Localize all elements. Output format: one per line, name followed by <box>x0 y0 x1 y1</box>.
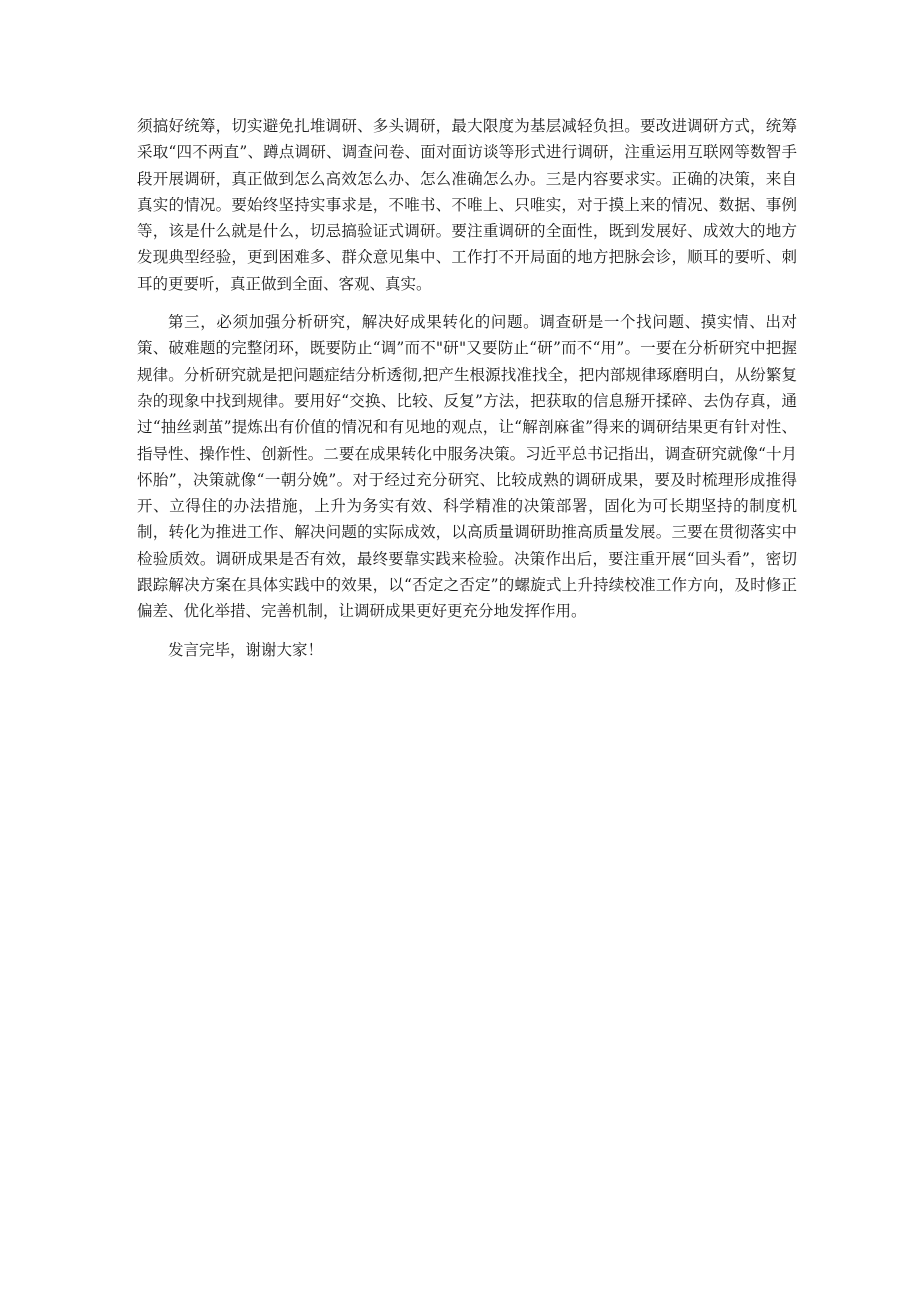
paragraph-closing: 发言完毕，谢谢大家！ <box>168 640 324 659</box>
paragraph-continuation: 须搞好统筹，切实避免扎堆调研、多头调研，最大限度为基层减轻负担。要改进调研方式，统筹采取“四不两直”、蹲点调研、调查问卷、面对面访谈等形式进行调研，注重运用互联网等数智手段开展调研，真正做到怎么高效怎么办、怎么准确怎么办。三是内容要求实。正确的决策，来自真实的情况。要始终坚持实事求是，不唯书、不唯上、只唯实，对于摸上来的情况、数据、事例等，该是什么就是什么，切忌搞验证式调研。要注重调研的全面性，既到发展好、成效大的地方发现典型经验，更到困难多、群众意见集中、工作打不开局面的地方把脉会诊，顺耳的要听、刺耳的更要听，真正做到全面、客观、真实。 <box>137 117 797 293</box>
document-body <box>137 113 797 675</box>
paragraph-third-point: 第三，必须加强分析研究，解决好成果转化的问题。调查研是一个找问题、摸实情、出对策、破难题的完整闭环，既要防止“调”而不"研"又要防止“研”而不“用”。一要在分析研究中把握规律。分析研究就是把问题症结分析透彻,把产生根源找准找全，把内部规律琢磨明白，从纷繁复杂的现象中找到规律。要用好“交换、比较、反复”方法，把获取的信息掰开揉碎、去伪存真，通过“抽丝剥茧”提炼出有价值的情况和有见地的观点，让“解剖麻雀”得来的调研结果更有针对性、指导性、操作性、创新性。二要在成果转化中服务决策。习近平总书记指出，调查研究就像“十月怀胎”，决策就像“一朝分娩”。对于经过充分研究、比较成熟的调研成果，要及时梳理形成推得开、立得住的办法措施，上升为务实有效、科学精准的决策部署，固化为可长期坚持的制度机制，转化为推进工作、解决问题的实际成效，以高质量调研助推高质量发展。三要在贯彻落实中检验质效。调研成果是否有效，最终要靠实践来检验。决策作出后，要注重开展“回头看”，密切跟踪解决方案在具体实践中的效果，以“否定之否定”的螺旋式上升持续校准工作方向，及时修正偏差、优化举措、完善机制，让调研成果更好更充分地发挥作用。 <box>137 313 797 621</box>
